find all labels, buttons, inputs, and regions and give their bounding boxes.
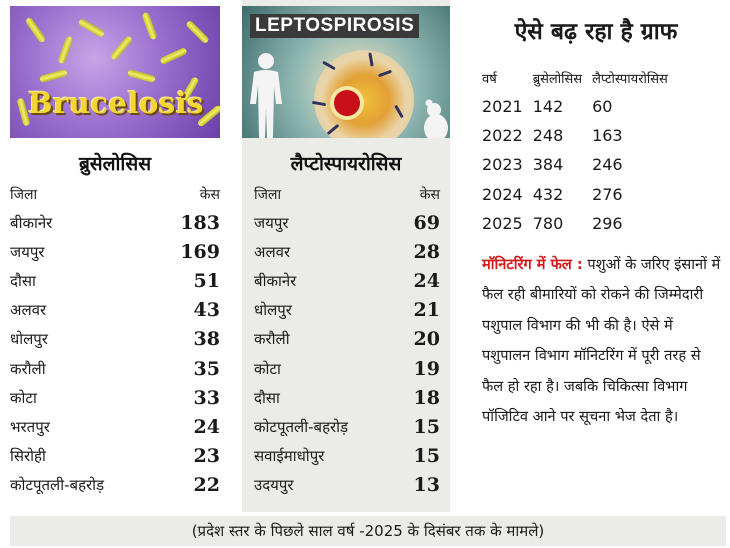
case-count: 169	[180, 240, 220, 263]
table-row	[10, 208, 222, 237]
district-name: अलवर	[10, 301, 47, 320]
nucleus-illustration	[330, 86, 364, 120]
case-count: 24	[193, 415, 220, 438]
table-row	[10, 383, 222, 412]
case-count: 33	[193, 386, 220, 409]
district-column-header: जिला	[254, 187, 282, 203]
table-row	[10, 237, 222, 266]
leptospirosis-column	[242, 0, 450, 512]
district-name: कोटपूतली-बहरोड़	[254, 417, 349, 436]
table-row	[482, 92, 678, 121]
district-name: अलवर	[254, 242, 291, 261]
table-row	[10, 412, 222, 441]
brucelosis-column	[0, 0, 230, 512]
district-name: सवाईमाधोपुर	[254, 447, 325, 466]
case-count: 18	[413, 386, 440, 409]
table-row	[10, 354, 222, 383]
brucelosis-cell: 384	[532, 155, 564, 175]
table-row	[482, 121, 678, 150]
table-row	[254, 442, 442, 471]
district-name: जयपुर	[10, 242, 45, 261]
district-name: भरतपुर	[10, 417, 50, 436]
year-column-header: वर्ष	[482, 72, 497, 87]
case-count: 38	[193, 328, 220, 351]
trend-table	[482, 64, 678, 238]
case-count: 43	[193, 299, 220, 322]
leptospirosis-cell: 246	[592, 155, 623, 175]
table-row	[254, 296, 442, 325]
note-body: पशुओं के जरिए इंसानों में फैल रही बीमारियों को रोकने की जिम्मेदारी पशुपाल विभाग की भी की है। ऐसे में पशुपालन विभाग मॉनिटरिंग में पूरी तरह से फैल हो रहा है। जबकि चिकित्सा विभाग पॉजिटिव आने पर सूचना भेज देता है।	[482, 256, 721, 426]
table-header-row	[254, 181, 442, 208]
district-name: धोलपुर	[10, 330, 48, 349]
table-row	[482, 209, 678, 238]
case-count: 13	[413, 474, 440, 497]
table-row	[254, 237, 442, 266]
district-name: उदयपुर	[254, 476, 294, 495]
case-count: 35	[193, 357, 220, 380]
brucelosis-banner-text: Brucelosis	[28, 86, 205, 120]
year-cell: 2023	[482, 155, 523, 175]
district-name: कोटा	[254, 359, 281, 378]
case-count: 24	[413, 269, 440, 292]
case-count: 23	[193, 445, 220, 468]
year-cell: 2025	[482, 213, 523, 233]
leptospirosis-cell: 60	[592, 97, 613, 117]
table-row	[482, 180, 678, 209]
brucelosis-heading: ब्रुसेलोसिस	[78, 153, 152, 175]
monitoring-note	[482, 250, 722, 432]
case-count: 183	[180, 211, 220, 234]
district-name: बीकानेर	[254, 271, 297, 290]
leptospirosis-cell: 163	[592, 126, 623, 146]
case-count: 15	[413, 415, 440, 438]
year-cell: 2022	[482, 126, 523, 146]
district-name: सिरोही	[10, 447, 46, 466]
district-column-header: जिला	[10, 187, 38, 203]
footer-caption: (प्रदेश स्तर के पिछले साल वर्ष -2025 के दिसंबर तक के मामले)	[10, 516, 726, 546]
table-row	[254, 412, 442, 441]
case-count: 69	[413, 211, 440, 234]
note-heading: मॉनिटरिंग में फेल :	[482, 256, 583, 273]
brucelosis-cell: 432	[532, 184, 564, 204]
table-row	[254, 471, 442, 500]
district-name: बीकानेर	[10, 213, 53, 232]
district-name: करौली	[10, 359, 46, 378]
table-row	[254, 354, 442, 383]
trend-title: ऐसे बढ़ रहा है ग्राफ	[514, 19, 678, 45]
district-name: कोटा	[10, 388, 37, 407]
table-row	[10, 471, 222, 500]
district-name: धोलपुर	[254, 301, 292, 320]
rat-icon	[420, 98, 450, 138]
leptospirosis-table	[254, 181, 442, 500]
table-row	[10, 266, 222, 295]
case-count: 15	[413, 445, 440, 468]
brucelosis-column-header: ब्रुसेलोसिस	[532, 72, 583, 87]
case-count: 19	[413, 357, 440, 380]
table-row	[254, 208, 442, 237]
district-name: कोटपूतली-बहरोड़	[10, 476, 105, 495]
trend-column	[462, 0, 730, 512]
table-header-row	[10, 181, 222, 208]
district-name: दौसा	[254, 388, 280, 407]
table-row	[254, 266, 442, 295]
case-count: 22	[193, 474, 220, 497]
brucelosis-cell: 142	[532, 97, 564, 117]
leptospirosis-cell: 276	[592, 184, 623, 204]
table-header-row	[482, 64, 678, 92]
table-row	[254, 325, 442, 354]
case-count: 21	[413, 299, 440, 322]
brucelosis-table	[10, 181, 222, 500]
table-row	[254, 383, 442, 412]
brucelosis-banner-image	[10, 6, 220, 138]
leptospirosis-banner-text: LEPTOSPIROSIS	[250, 14, 419, 38]
cases-column-header: केस	[419, 187, 440, 203]
district-name: करौली	[254, 330, 290, 349]
table-row	[10, 325, 222, 354]
district-name: जयपुर	[254, 213, 289, 232]
brucelosis-cell: 248	[532, 126, 564, 146]
table-row	[10, 442, 222, 471]
case-count: 20	[413, 328, 440, 351]
case-count: 51	[193, 269, 220, 292]
leptospirosis-heading: लैप्टोस्पायरोसिस	[290, 153, 402, 175]
leptospirosis-column-header: लैप्टोस्पायरोसिस	[592, 72, 668, 87]
case-count: 28	[413, 240, 440, 263]
year-cell: 2024	[482, 184, 523, 204]
district-name: दौसा	[10, 271, 36, 290]
cases-column-header: केस	[199, 187, 220, 203]
year-cell: 2021	[482, 97, 523, 117]
human-silhouette-icon	[246, 52, 286, 138]
table-row	[10, 296, 222, 325]
leptospirosis-banner-image	[242, 6, 450, 138]
brucelosis-cell: 780	[532, 213, 564, 233]
table-row	[482, 150, 678, 179]
leptospirosis-cell: 296	[592, 213, 623, 233]
